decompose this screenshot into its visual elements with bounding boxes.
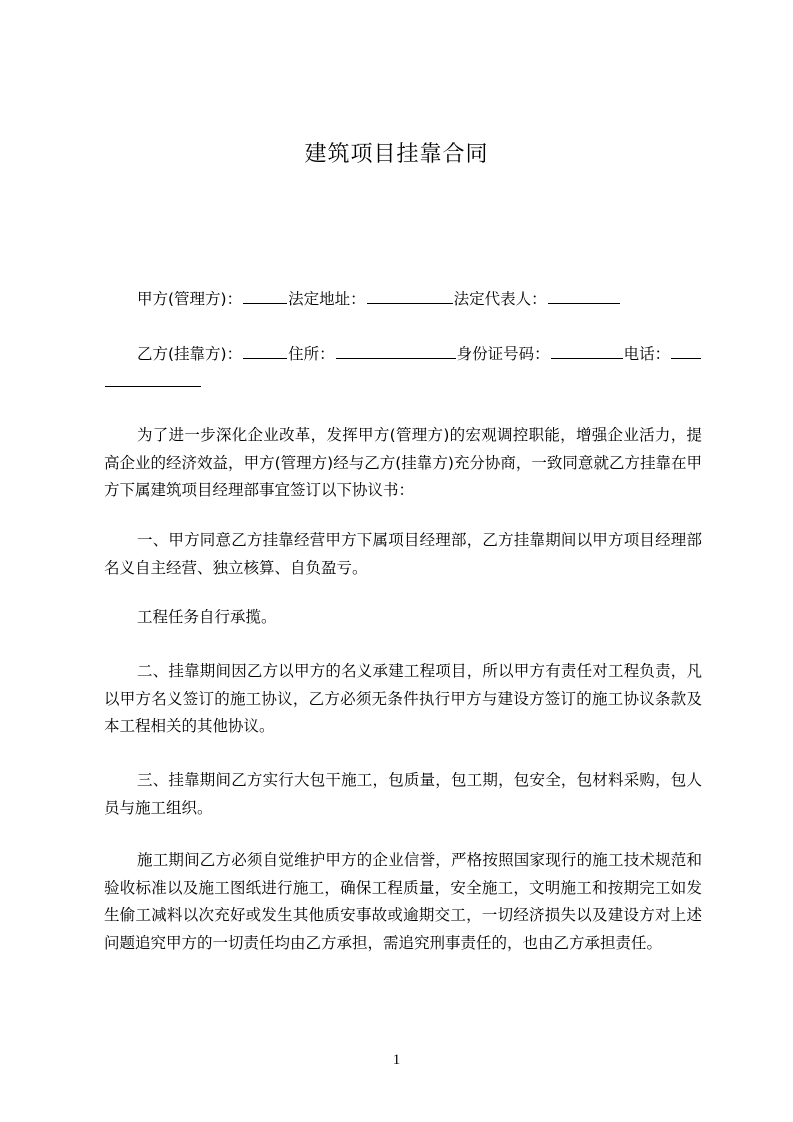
preamble-paragraph: 为了进一步深化企业改革，发挥甲方(管理方)的宏观调控职能，增强企业活力，提高企业的经济效益，甲方(管理方)经与乙方(挂靠方)充分协商，一致同意就乙方挂靠在甲方下属建筑项目经理部事宜签订以下协议书： [104, 426, 702, 499]
construction-obligations-paragraph: 施工期间乙方必须自觉维护甲方的企业信誉，严格按照国家现行的施工技术规范和验收标准以及施工图纸进行施工，确保工程质量，安全施工，文明施工和按期完工如发生偷工减料以次充好或发生其他质安事故或逾期交工，一切经济损失以及建设方对上述问题追究甲方的一切责任均由乙方承担，需追究刑事责任的，也由乙方承担责任。 [104, 851, 702, 952]
party-b-id-blank[interactable] [551, 344, 623, 359]
party-b-phone-blank-continued[interactable] [105, 372, 201, 387]
clause-2-paragraph: 二、挂靠期间因乙方以甲方的名义承建工程项目，所以甲方有责任对工程负责，凡以甲方名义签订的施工协议，乙方必须无条件执行甲方与建设方签订的施工协议条款及本工程相关的其他协议。 [104, 662, 702, 735]
party-a-address-label: 法定地址： [288, 290, 366, 308]
party-a-representative-blank[interactable] [548, 289, 620, 304]
party-b-residence-label: 住所： [288, 345, 335, 363]
clause-3-paragraph: 三、挂靠期间乙方实行大包干施工，包质量，包工期，包安全，包材料采购，包人员与施工组织。 [104, 771, 702, 817]
clause-1-paragraph: 一、甲方同意乙方挂靠经营甲方下属项目经理部，乙方挂靠期间以甲方项目经理部名义自主经营、独立核算、自负盈亏。 [104, 531, 702, 577]
party-b-residence-blank[interactable] [336, 344, 456, 359]
party-a-label: 甲方(管理方)： [137, 290, 243, 308]
party-a-representative-label: 法定代表人： [453, 290, 547, 308]
party-b-phone-continued [104, 369, 704, 397]
party-a-address-blank[interactable] [367, 289, 453, 304]
party-b-label: 乙方(挂靠方)： [137, 345, 243, 363]
page-number: 1 [392, 1052, 401, 1068]
party-b-id-label: 身份证号码： [456, 345, 550, 363]
party-b-phone-blank[interactable] [671, 344, 701, 359]
party-b-name-blank[interactable] [243, 344, 287, 359]
party-b-phone-label: 电话： [623, 345, 671, 363]
party-b-line [104, 341, 704, 369]
party-a-line [104, 286, 704, 314]
clause-1-note-paragraph: 工程任务自行承揽。 [137, 608, 277, 626]
party-a-name-blank[interactable] [243, 289, 287, 304]
document-title: 建筑项目挂靠合同 [304, 142, 489, 167]
